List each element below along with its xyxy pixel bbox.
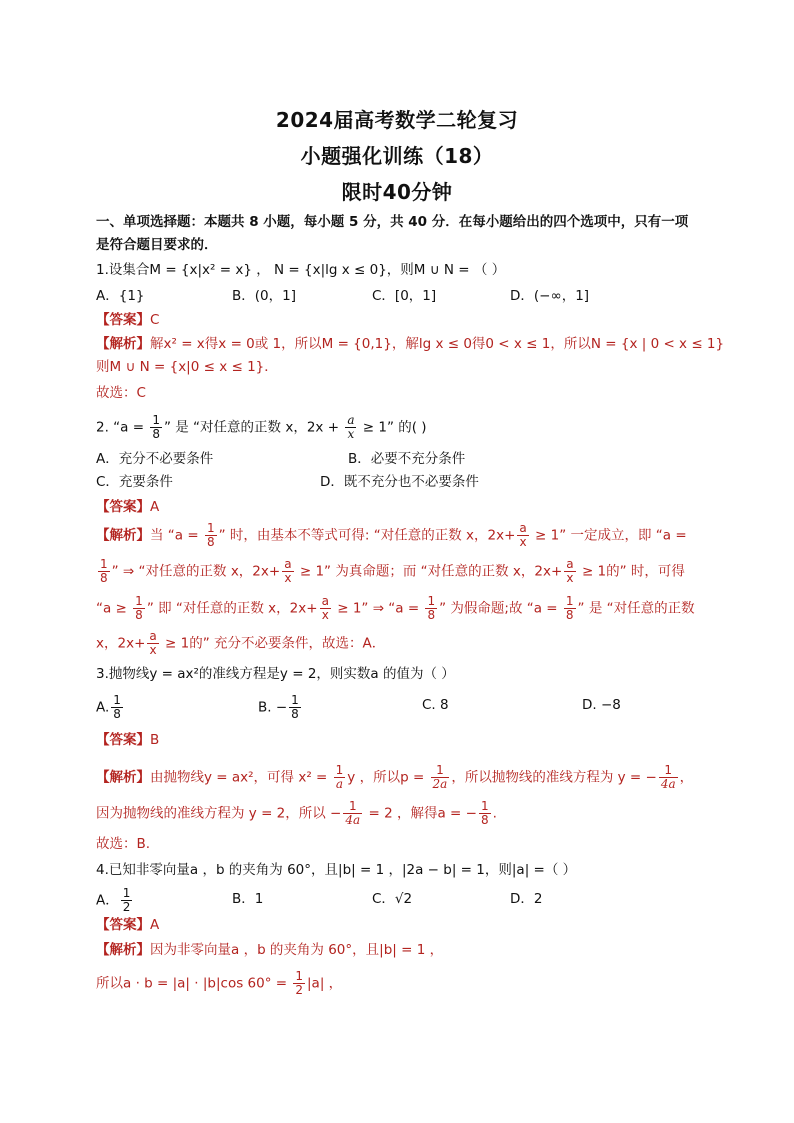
analysis-part: y ，所以p = [347,769,429,786]
question-3-analysis-2 [96,800,716,827]
analysis-part: |a| ， [307,975,343,992]
fraction [293,970,305,997]
question-2-analysis-3 [96,595,716,622]
fraction [289,694,301,721]
option-label: B. − [258,699,288,716]
question-3-conclusion: 故选：B. [96,836,151,852]
question-3-stem: 3.抛物线y = ax²的准线方程是y = 2，则实数a 的值为（ ） [96,666,455,682]
fraction [147,630,158,657]
question-2-option-a: A．充分不必要条件 [96,451,214,467]
numerator: a [321,594,329,608]
question-2-option-d: D．既不充分也不必要条件 [320,474,479,490]
fraction [121,887,133,914]
denominator: 8 [206,535,215,549]
fraction [431,764,450,791]
numerator: a [347,413,355,427]
numerator: 1 [113,693,121,707]
answer-tag: 【答案】 [96,732,150,748]
question-4-option-d: D．2 [510,891,543,907]
fraction [98,558,110,585]
question-4-stem: 4.已知非零向量a ，b 的夹角为 60°，且|b| = 1 ，|2a − b| = 1，则|a| =（ ） [96,862,577,878]
fraction [205,522,217,549]
fraction [659,764,678,791]
numerator: 1 [135,594,143,608]
title-line-3: 限时40分钟 [341,180,453,204]
question-1-analysis-2: 则M ∪ N = {x|0 ≤ x ≤ 1}． [96,359,278,375]
question-2-analysis-1 [96,522,716,549]
numerator: a [149,629,157,643]
numerator: 1 [565,594,574,608]
denominator: 2 [122,900,131,914]
numerator: 1 [659,764,678,778]
answer-value: A [150,917,160,933]
denominator: 8 [135,608,143,622]
numerator: 1 [427,594,436,608]
analysis-part: ，所以抛物线的准线方程为 y = − [451,769,657,786]
analysis-part: = 2 ，解得a = − [364,805,477,822]
option-label: A． [96,892,119,909]
stem-part: ” 是 “对任意的正数 x，2x + [163,419,344,436]
section-heading-line-1: 一、单项选择题：本题共 8 小题，每小题 5 分，共 40 分．在每小题给出的四个选项中，只有一项 [96,214,689,230]
question-1-analysis-1 [96,334,725,354]
analysis-part: ≥ 1” 一定成立，即 “a = [530,527,687,544]
stem-part: 2. “a = [96,419,149,436]
question-2-option-b: B．必要不充分条件 [348,451,466,467]
analysis-part: x，2x+ [96,635,146,652]
question-3-analysis-1 [96,764,716,791]
fraction [343,800,362,827]
fraction [564,595,576,622]
analysis-part: “a ≥ [96,600,132,617]
numerator: 1 [206,521,215,535]
question-1-option-b: B．(0，1] [232,288,296,304]
numerator: 1 [480,799,489,813]
analysis-text: 解x² = x得x = 0或 1，所以M = {0,1}，解lg x ≤ 0得0 < x ≤ 1，所以N = {x | 0 < x ≤ 1} [150,336,725,352]
analysis-part: ” 即 “对任意的正数 x，2x+ [146,600,318,617]
title-line-1: 2024届高考数学二轮复习 [275,108,519,132]
analysis-text: 因为非零向量a ，b 的夹角为 60°，且|b| = 1 ， [150,942,444,958]
question-1-stem: 1.设集合M = {x|x² = x} ， N = {x|lg x ≤ 0}，则M ∪ N = （ ） [96,262,506,278]
answer-value: C [150,312,160,328]
denominator: 4a [660,777,676,791]
analysis-part: ≥ 1的” 充分不必要条件，故选：A． [160,635,386,652]
numerator: a [519,521,527,535]
numerator: 1 [291,693,299,707]
numerator: 1 [152,413,160,427]
analysis-part: ” 是 “对任意的正数 [577,600,695,617]
question-2-answer [96,497,716,517]
denominator: a [335,777,344,791]
answer-tag: 【答案】 [96,917,150,933]
numerator: a [284,557,292,571]
fraction [150,414,162,441]
section-heading-line-2: 是符合题目要求的． [96,237,218,253]
analysis-part: 由抛物线y = ax²，可得 x² = [150,769,332,786]
numerator: 1 [122,886,131,900]
analysis-part: 所以a · b = |a| · |b|cos 60° = [96,975,292,992]
question-4-option-c: C．√2 [372,891,413,907]
question-2-analysis-2 [96,558,716,585]
question-2-analysis-4 [96,630,716,657]
analysis-part: ” 时，由基本不等式可得: “对任意的正数 x，2x+ [218,527,516,544]
analysis-part: ≥ 1” 为真命题；而 “对任意的正数 x，2x+ [295,563,563,580]
question-3-answer [96,730,716,750]
answer-tag: 【答案】 [96,499,150,515]
analysis-tag: 【解析】 [96,769,150,786]
denominator: 8 [152,427,160,441]
question-3-option-b [258,694,303,721]
analysis-part: . [492,805,497,822]
denominator: 8 [100,571,108,585]
analysis-tag: 【解析】 [96,942,150,958]
answer-tag: 【答案】 [96,312,150,328]
analysis-part: ” ⇒ “对任意的正数 x，2x+ [111,563,281,580]
fraction [564,558,575,585]
numerator: 1 [295,969,303,983]
numerator: 1 [335,763,344,777]
denominator: x [347,427,355,441]
denominator: 2a [432,777,448,791]
question-3-option-a [96,694,125,721]
denominator: 8 [427,608,436,622]
question-1-option-a: A．{1} [96,288,145,304]
denominator: 8 [480,813,489,827]
fraction [517,522,528,549]
question-4-answer [96,915,716,935]
denominator: 8 [565,608,574,622]
question-2-stem [96,414,716,441]
question-1-conclusion: 故选：C [96,385,146,401]
fraction [345,414,356,441]
denominator: 4a [345,813,361,827]
question-2-option-c: C．充要条件 [96,474,173,490]
question-1-option-c: C．[0，1] [372,288,437,304]
question-3-option-c: C. 8 [422,697,449,713]
numerator: a [566,557,574,571]
denominator: x [321,608,329,622]
denominator: 8 [291,707,299,721]
question-3-option-d: D. −8 [582,697,621,713]
fraction [479,800,491,827]
question-4-analysis-1 [96,940,716,960]
fraction [334,764,346,791]
denominator: x [284,571,292,585]
fraction [133,595,145,622]
analysis-part: ≥ 1” ⇒ “a = [332,600,424,617]
question-1-answer [96,310,716,330]
stem-part: ≥ 1” 的( ) [358,419,427,436]
denominator: 8 [113,707,121,721]
fraction [425,595,437,622]
question-4-option-b: B．1 [232,891,264,907]
denominator: 2 [295,983,303,997]
denominator: x [566,571,574,585]
question-4-option-a [96,887,134,914]
title-line-2: 小题强化训练（18） [300,144,494,168]
question-1-option-d: D．(−∞，1] [510,288,590,304]
analysis-part: ” 为假命题;故 “a = [439,600,562,617]
analysis-tag: 【解析】 [96,527,150,544]
analysis-tag: 【解析】 [96,336,150,352]
analysis-part: 因为抛物线的准线方程为 y = 2，所以 − [96,805,342,822]
denominator: x [519,535,527,549]
numerator: 1 [431,764,450,778]
analysis-part: ， [679,769,694,786]
analysis-part: ≥ 1的” 时，可得 [577,563,685,580]
denominator: x [149,643,157,657]
numerator: 1 [100,557,108,571]
fraction [320,595,331,622]
fraction [111,694,123,721]
analysis-part: 当 “a = [150,527,203,544]
question-4-analysis-2 [96,970,716,997]
answer-value: B [150,732,160,748]
option-label: A. [96,699,110,716]
numerator: 1 [343,800,362,814]
fraction [282,558,293,585]
answer-value: A [150,499,160,515]
